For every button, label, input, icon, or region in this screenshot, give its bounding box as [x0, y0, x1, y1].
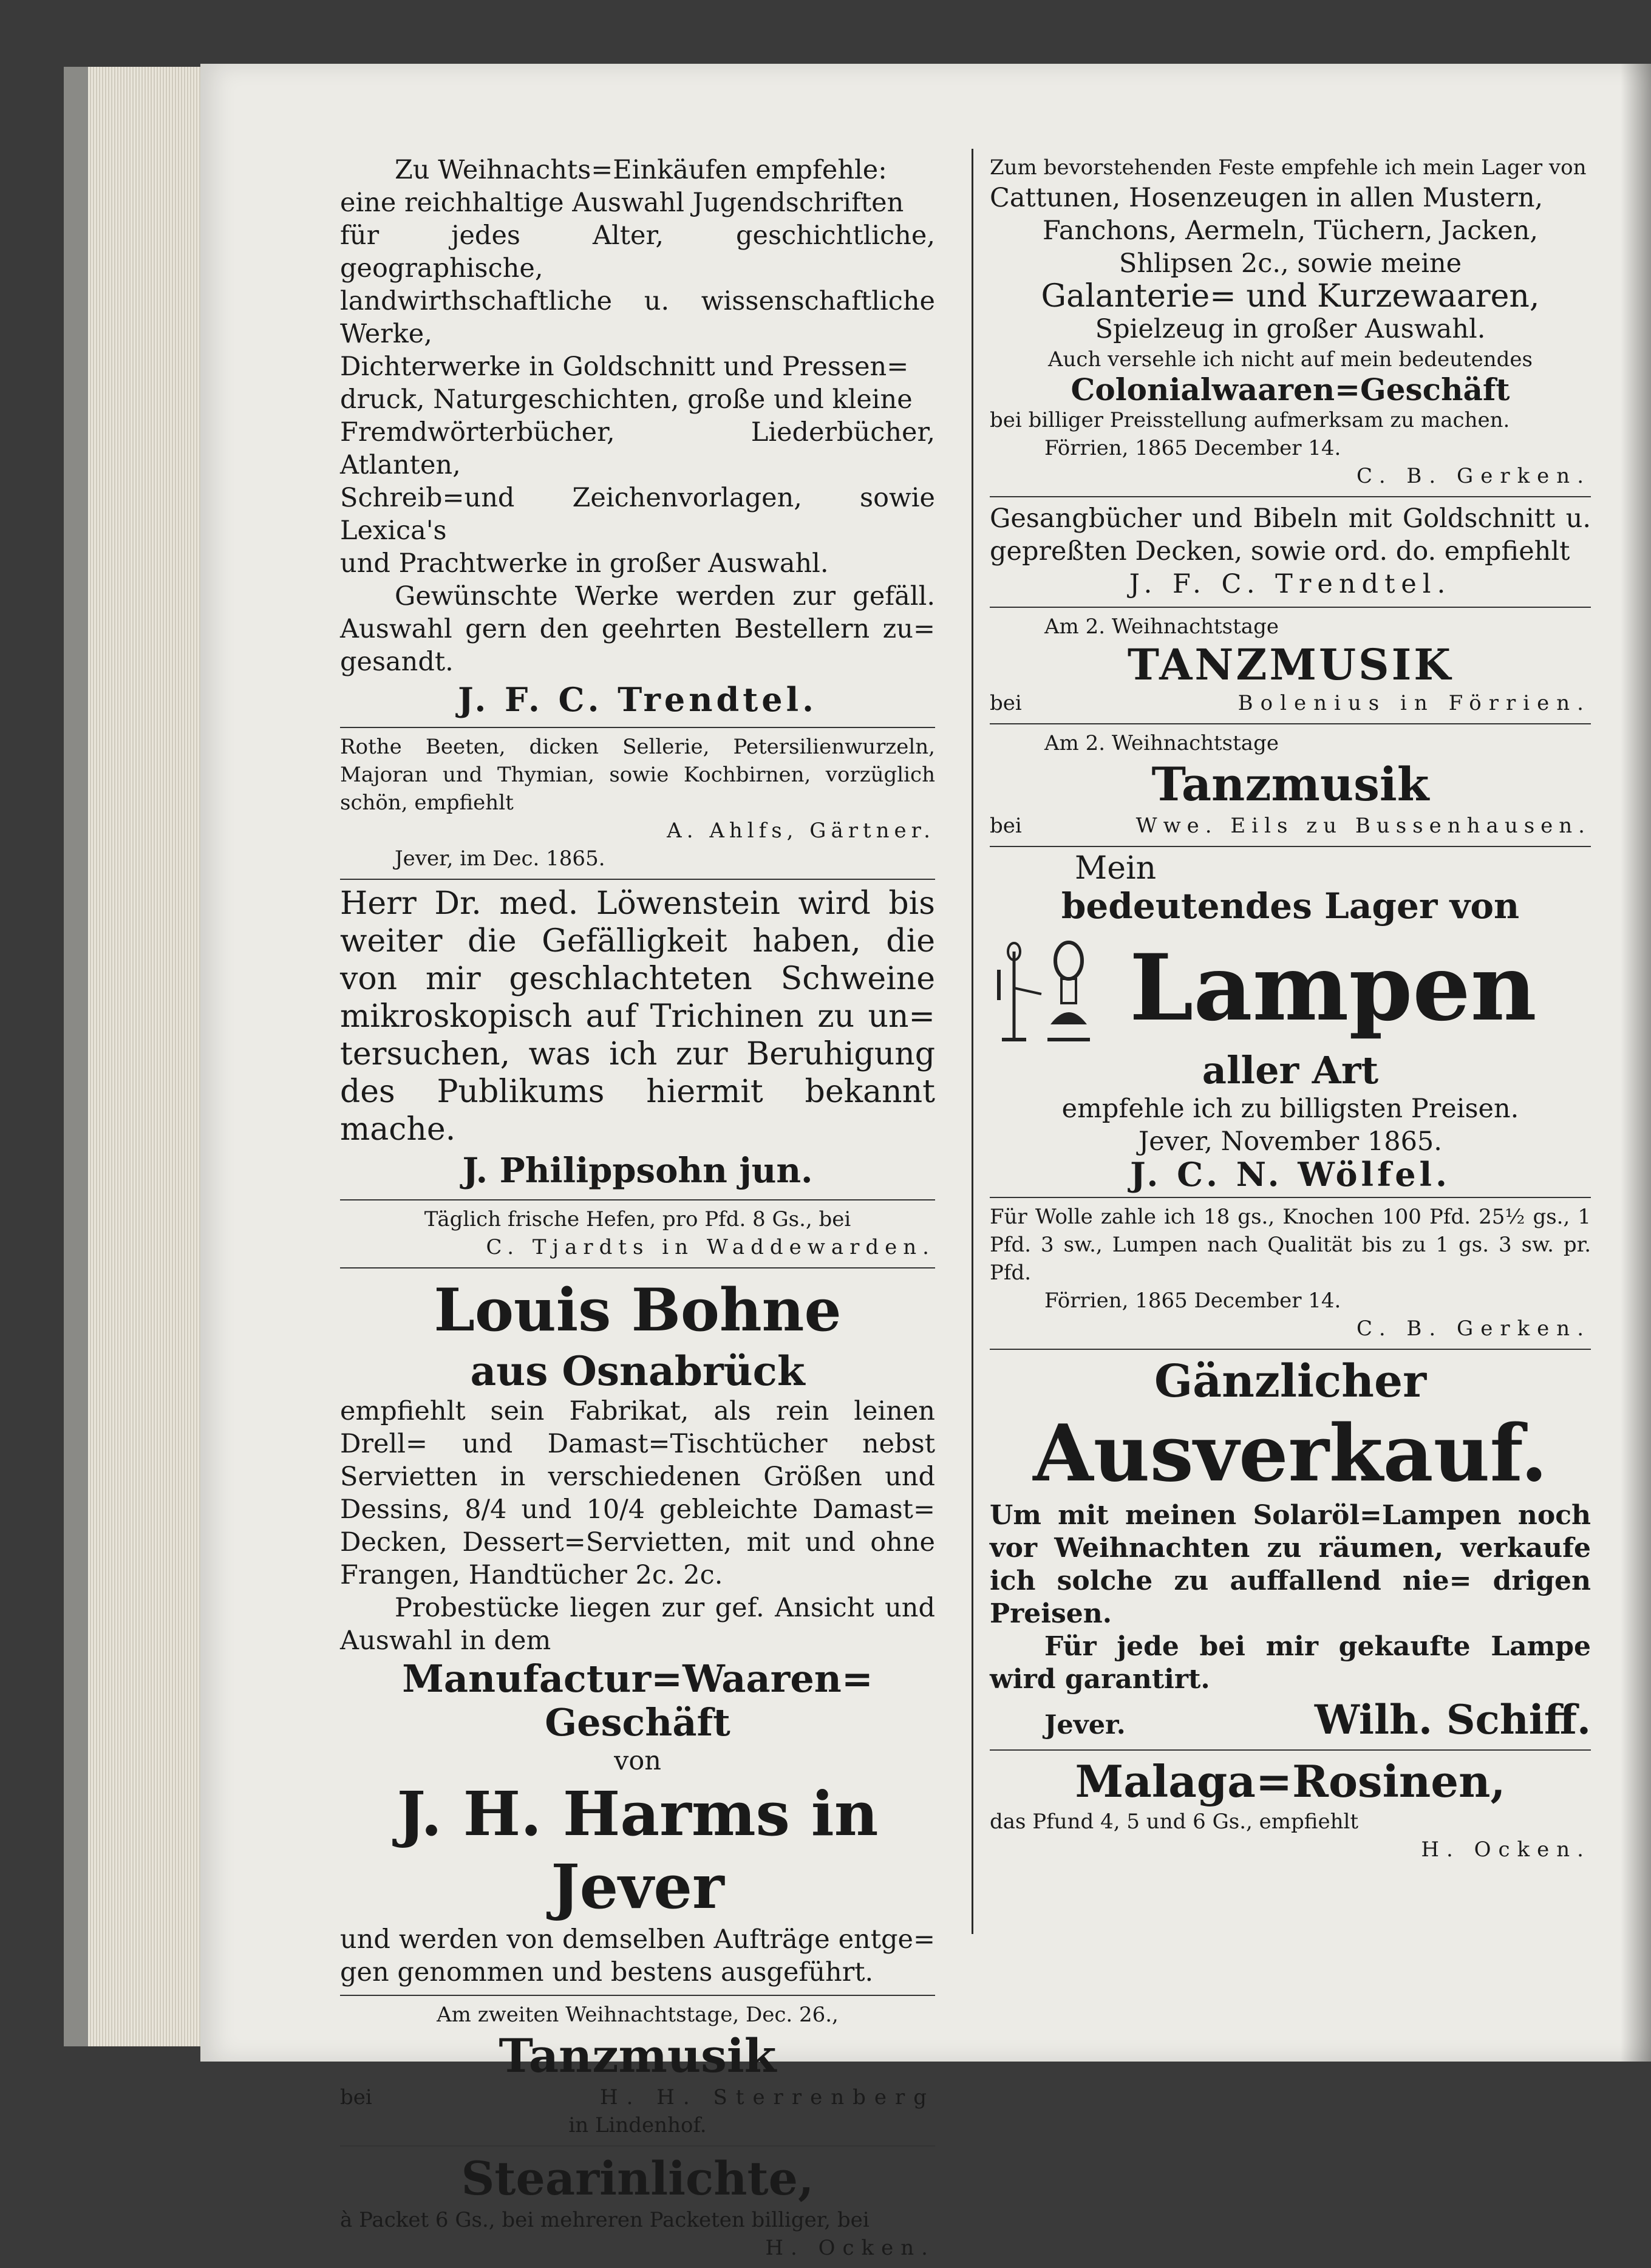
- ad-line: Auch versehle ich nicht auf mein bedeutendes: [1047, 347, 1533, 372]
- ad-trendtel-books: [340, 149, 935, 728]
- ad-title: Louis Bohne: [434, 1276, 842, 1344]
- ad-philippsohn: [340, 880, 935, 1200]
- ad-line: Galanterie= und Kurzewaaren,: [1041, 278, 1540, 315]
- ad-line: Am zweiten Weihnachtstage, Dec. 26.,: [437, 2003, 839, 2027]
- ad-gerken-wool: [990, 1198, 1591, 1350]
- ad-line: Am 2. Weihnachtstage: [1044, 731, 1279, 755]
- ad-intro: Zum bevorstehenden Feste empfehle ich mein Lager von: [990, 155, 1587, 180]
- ad-title: Stearinlichte,: [461, 2151, 814, 2205]
- ad-text: Für Wolle zahle ich 18 gs., Knochen 100 Pfd. 25½ gs., 1 Pfd. 3 sw., Lumpen nach Qualität bis zu 1 gs. 3 sw. pr. Pfd.: [990, 1205, 1591, 1285]
- ad-louis-bohne: [340, 1269, 935, 1996]
- ad-subtitle: aus Osnabrück: [470, 1347, 805, 1395]
- ad-text: Rothe Beeten, dicken Sellerie, Petersilienwurzeln, Majoran und Thymian, sowie Kochbirnen, vorzüglich schön, empfiehlt: [340, 735, 935, 815]
- ad-title: TANZMUSIK: [1127, 639, 1454, 690]
- ad-signature: J. C. N. Wölfel.: [1130, 1155, 1451, 1194]
- ad-bei: bei: [990, 814, 1022, 838]
- ad-place: Förrien, 1865 December 14.: [1044, 436, 1341, 460]
- ad-ocken-candles: [340, 2147, 935, 2268]
- ad-trendtel-bibles: [990, 497, 1591, 608]
- lamp-icon: [990, 927, 1111, 1049]
- ad-shop: Manufactur=Waaren=: [402, 1657, 873, 1701]
- ad-line: für jedes Alter, geschichtliche, geographische,: [340, 220, 935, 284]
- ad-text: empfiehlt sein Fabrikat, als rein leinen Drell= und Damast=Tischtücher nebst Servietten in verschiedenen Größen und Dessins, 8/4 und 10/4 gebleichte Damast= Decken, Dessert=Servietten, mit und ohne Frangen, Handtücher 2c. 2c.: [340, 1396, 935, 1590]
- ad-line: Fremdwörterbücher, Liederbücher, Atlanten,: [340, 417, 935, 480]
- ad-line: Shlipsen 2c., sowie meine: [1118, 248, 1462, 279]
- ad-place: Förrien, 1865 December 14.: [1044, 1289, 1341, 1313]
- ad-text: Gesangbücher und Bibeln mit Goldschnitt u. gepreßten Decken, sowie ord. do. empfiehlt: [990, 503, 1591, 567]
- ad-signature: H. Ocken.: [1421, 1837, 1591, 1862]
- ad-line: Spielzeug in großer Auswahl.: [1095, 314, 1486, 344]
- ad-place: Jever.: [1044, 1710, 1126, 1740]
- ad-line: druck, Naturgeschichten, große und kleine: [340, 384, 913, 415]
- ad-sterrenberg-dance: [340, 1996, 935, 2147]
- ad-note: Für jede bei mir gekaufte Lampe wird garantirt.: [990, 1631, 1591, 1695]
- right-column: [990, 149, 1591, 1870]
- ad-title: Ausverkauf.: [1033, 1408, 1548, 1499]
- ad-line: Gänzlicher: [1154, 1355, 1427, 1408]
- ad-closing: und werden von demselben Aufträge entge= gen genommen und bestens ausgeführt.: [340, 1924, 935, 1987]
- ad-host: Wwe. Eils zu Bussenhausen.: [1135, 814, 1591, 838]
- ad-place: in Lindenhof.: [568, 2113, 707, 2137]
- ad-text: Um mit meinen Solaröl=Lampen noch vor Weihnachten zu räumen, verkaufe ich solche zu auffallend nie= drigen Preisen.: [990, 1500, 1591, 1629]
- ad-line: Dichterwerke in Goldschnitt und Pressen=: [340, 352, 909, 382]
- ad-ocken-raisins: [990, 1751, 1591, 1870]
- ad-tjardts-yeast: [340, 1200, 935, 1269]
- ad-schiff-sale: [990, 1350, 1591, 1751]
- ad-title: Lampen: [1129, 935, 1537, 1041]
- ad-firm: J. H. Harms in Jever: [397, 1778, 879, 1922]
- ad-von: von: [614, 1746, 661, 1776]
- ad-line: empfehle ich zu billigsten Preisen.: [1061, 1094, 1519, 1124]
- ad-note: Gewünschte Werke werden zur gefäll. Auswahl gern den geehrten Bestellern zu= gesandt.: [340, 581, 935, 677]
- ad-bei: bei: [340, 2085, 372, 2110]
- ad-line: Zu Weihnachts=Einkäufen empfehle:: [395, 155, 887, 185]
- ad-line: Cattunen, Hosenzeugen in allen Mustern,: [990, 183, 1544, 213]
- ad-line: bei billiger Preisstellung aufmerksam zu machen.: [990, 408, 1510, 432]
- column-divider: [972, 149, 973, 1934]
- ad-signature: Wilh. Schiff.: [1314, 1696, 1591, 1743]
- ad-line: Colonialwaaren=Geschäft: [1071, 372, 1510, 407]
- ad-name: A. Ahlfs, Gärtner.: [667, 819, 935, 843]
- ad-signature: H. Ocken.: [765, 2236, 935, 2260]
- ad-ahlfs-vegetables: [340, 728, 935, 880]
- ad-place: Jever, November 1865.: [1139, 1126, 1442, 1157]
- ad-host: Bolenius in Förrien.: [1237, 691, 1591, 715]
- ad-title: Malaga=Rosinen,: [1075, 1755, 1506, 1807]
- ad-line: Täglich frische Hefen, pro Pfd. 8 Gs., bei: [424, 1207, 851, 1231]
- ad-bolenius-dance: [990, 608, 1591, 724]
- ad-line: bedeutendes Lager von: [1061, 885, 1520, 927]
- ad-title: Tanzmusik: [499, 2029, 777, 2083]
- ad-line: aller Art: [1202, 1048, 1379, 1092]
- ad-gerken-goods: [990, 149, 1591, 497]
- ad-text: à Packet 6 Gs., bei mehreren Packeten billiger, bei: [340, 2208, 870, 2232]
- ad-place: Jever, im Dec. 1865.: [395, 846, 605, 871]
- ad-signature: J. F. C. Trendtel.: [1129, 569, 1452, 599]
- ad-note: Probestücke liegen zur gef. Ansicht und Auswahl in dem: [340, 1593, 935, 1656]
- ad-text: das Pfund 4, 5 und 6 Gs., empfiehlt: [990, 1810, 1359, 1834]
- ad-line: landwirthschaftliche u. wissenschaftliche Werke,: [340, 286, 935, 349]
- ad-text: Herr Dr. med. Löwenstein wird bis weiter die Gefälligkeit haben, die von mir geschlachteten Schweine mikroskopisch auf Trichinen zu un= tersuchen, was ich zur Beruhigung des Publikums hiermit bekannt mache.: [340, 885, 935, 1148]
- ad-signature: C. B. Gerken.: [1357, 1316, 1591, 1341]
- ad-line: eine reichhaltige Auswahl Jugendschriften: [340, 188, 904, 218]
- ad-bei: bei: [990, 691, 1022, 715]
- ad-signature: C. Tjardts in Waddewarden.: [486, 1235, 935, 1259]
- ad-signature: J. F. C. Trendtel.: [458, 680, 817, 719]
- ad-line: Am 2. Weihnachtstage: [1044, 615, 1279, 639]
- ad-eils-dance: [990, 724, 1591, 847]
- ad-line: Fanchons, Aermeln, Tüchern, Jacken,: [1042, 216, 1539, 246]
- ad-host: H. H. Sterrenberg: [599, 2085, 935, 2110]
- left-column: [340, 149, 935, 2268]
- ad-signature: C. B. Gerken.: [1357, 464, 1591, 488]
- ad-shop: Geschäft: [545, 1700, 730, 1745]
- ad-line: und Prachtwerke in großer Auswahl.: [340, 548, 829, 579]
- ad-line: Mein: [1075, 850, 1157, 887]
- page-shadow: [1621, 64, 1651, 2062]
- ad-woelfel-lamps: [990, 847, 1591, 1198]
- ad-signature: J. Philippsohn jun.: [462, 1151, 813, 1191]
- ad-title: Tanzmusik: [1151, 757, 1429, 811]
- ad-line: Schreib=und Zeichenvorlagen, sowie Lexica's: [340, 483, 935, 546]
